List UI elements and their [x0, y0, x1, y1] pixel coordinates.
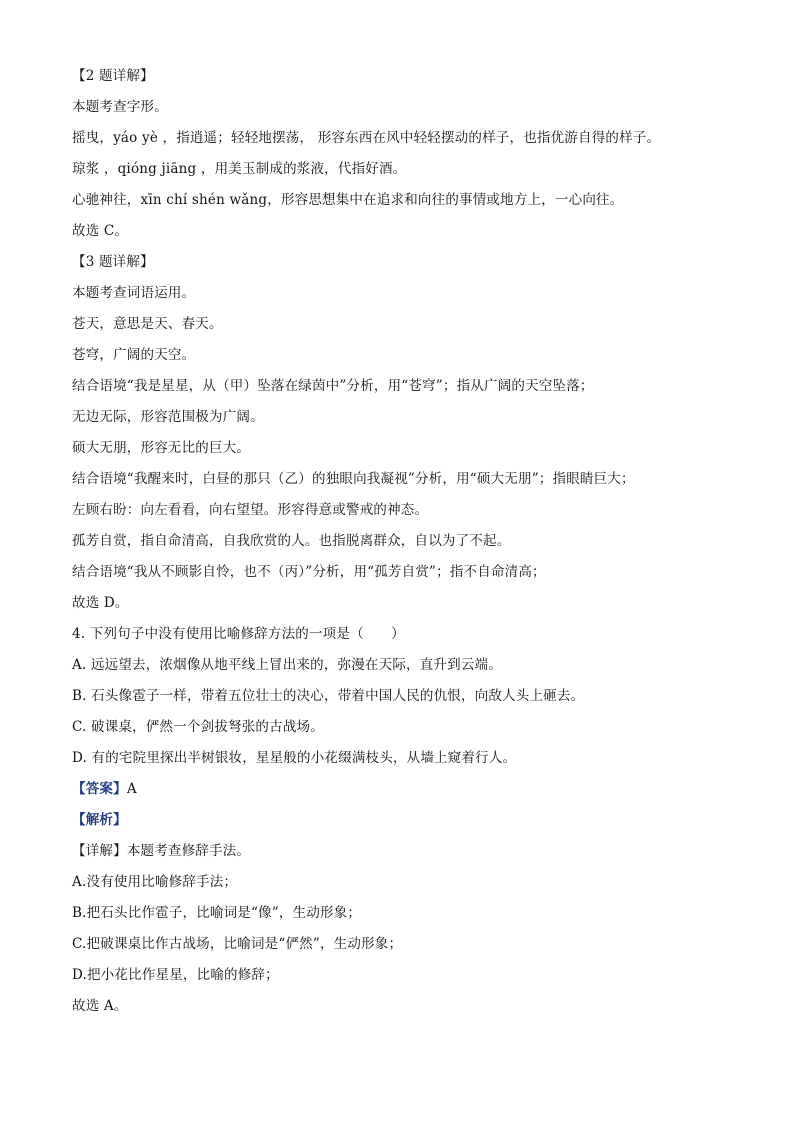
section-3-line: 孤芳自赏，指自命清高，自我欣赏的人。也指脱离群众，自以为了不起。 [72, 533, 511, 549]
section-2-line: 故选 C。 [72, 223, 129, 239]
answer-line [72, 777, 732, 808]
section-3-line: 苍天，意思是天、春天。 [72, 316, 223, 332]
detail-line [72, 839, 732, 870]
section-2-line: 本题考查字形。 [72, 99, 168, 115]
section-3-line: 左顾右盼：向左看看，向右望望。形容得意或警戒的神态。 [72, 502, 429, 518]
answer-value: A [126, 781, 137, 797]
question-option-b: B. 石头像雹子一样，带着五位壮士的决心，带着中国人民的仇恨，向敌人头上砸去。 [72, 688, 585, 704]
detail-option-line: C.把破课桌比作古战场，比喻词是“俨然”，生动形象； [72, 936, 403, 952]
question-option-c: C. 破课桌，俨然一个剑拔弩张的古战场。 [72, 719, 324, 735]
section-3-line: 苍穹，广阔的天空。 [72, 347, 196, 363]
section-2-heading: 【2 题详解】 [72, 68, 154, 84]
detail-option-line: 故选 A。 [72, 998, 128, 1014]
detail-tag: 【详解】 [72, 843, 127, 859]
section-3-line: 结合语境“我是星星，从（甲）坠落在绿茵中”分析，用“苍穹”；指从广阔的天空坠落； [72, 378, 594, 394]
detail-option-line: D.把小花比作星星，比喻的修辞； [72, 967, 279, 983]
answer-tag: 【答案】 [72, 781, 127, 797]
question-option-d: D. 有的宅院里探出半树银妆，星星般的小花缀满枝头，从墙上窥着行人。 [72, 750, 517, 766]
section-3-line: 结合语境“我醒来时，白昼的那只（乙）的独眼向我凝视”分析，用“硕大无朋”；指眼睛巨大； [72, 471, 635, 487]
detail-option-line: A.没有使用比喻修辞手法； [72, 874, 238, 890]
analysis-tag: 【解析】 [72, 812, 127, 828]
section-3-line: 结合语境“我从不顾影自怜，也不（丙）”分析，用“孤芳自赏”；指不自命清高； [72, 564, 546, 580]
document-page [72, 64, 732, 1025]
section-3-heading: 【3 题详解】 [72, 254, 154, 270]
section-3-line: 故选 D。 [72, 595, 129, 611]
question-option-a: A. 远远望去，浓烟像从地平线上冒出来的，弥漫在天际，直升到云端。 [72, 657, 502, 673]
section-3-line: 无边无际，形容范围极为广阔。 [72, 409, 264, 425]
section-2-line: 心驰神往，xīn chí shén wǎng，形容思想集中在追求和向往的事情或地方上，一心向往。 [72, 192, 624, 208]
section-3-line: 硕大无朋，形容无比的巨大。 [72, 440, 251, 456]
section-2-line: 琼浆 ，qióng jiāng ，用美玉制成的浆液，代指好酒。 [72, 161, 407, 177]
detail-option-line: B.把石头比作雹子，比喻词是“像”，生动形象； [72, 905, 362, 921]
detail-intro: 本题考查修辞手法。 [126, 843, 251, 859]
question-4-stem: 4. 下列句子中没有使用比喻修辞方法的一项是（ ） [72, 626, 405, 642]
section-2-line: 摇曳，yáo yè ，指逍遥；轻轻地摆荡， 形容东西在风中轻轻摆动的样子，也指优游自得的样子。 [72, 130, 661, 146]
section-3-line: 本题考查词语运用。 [72, 285, 196, 301]
